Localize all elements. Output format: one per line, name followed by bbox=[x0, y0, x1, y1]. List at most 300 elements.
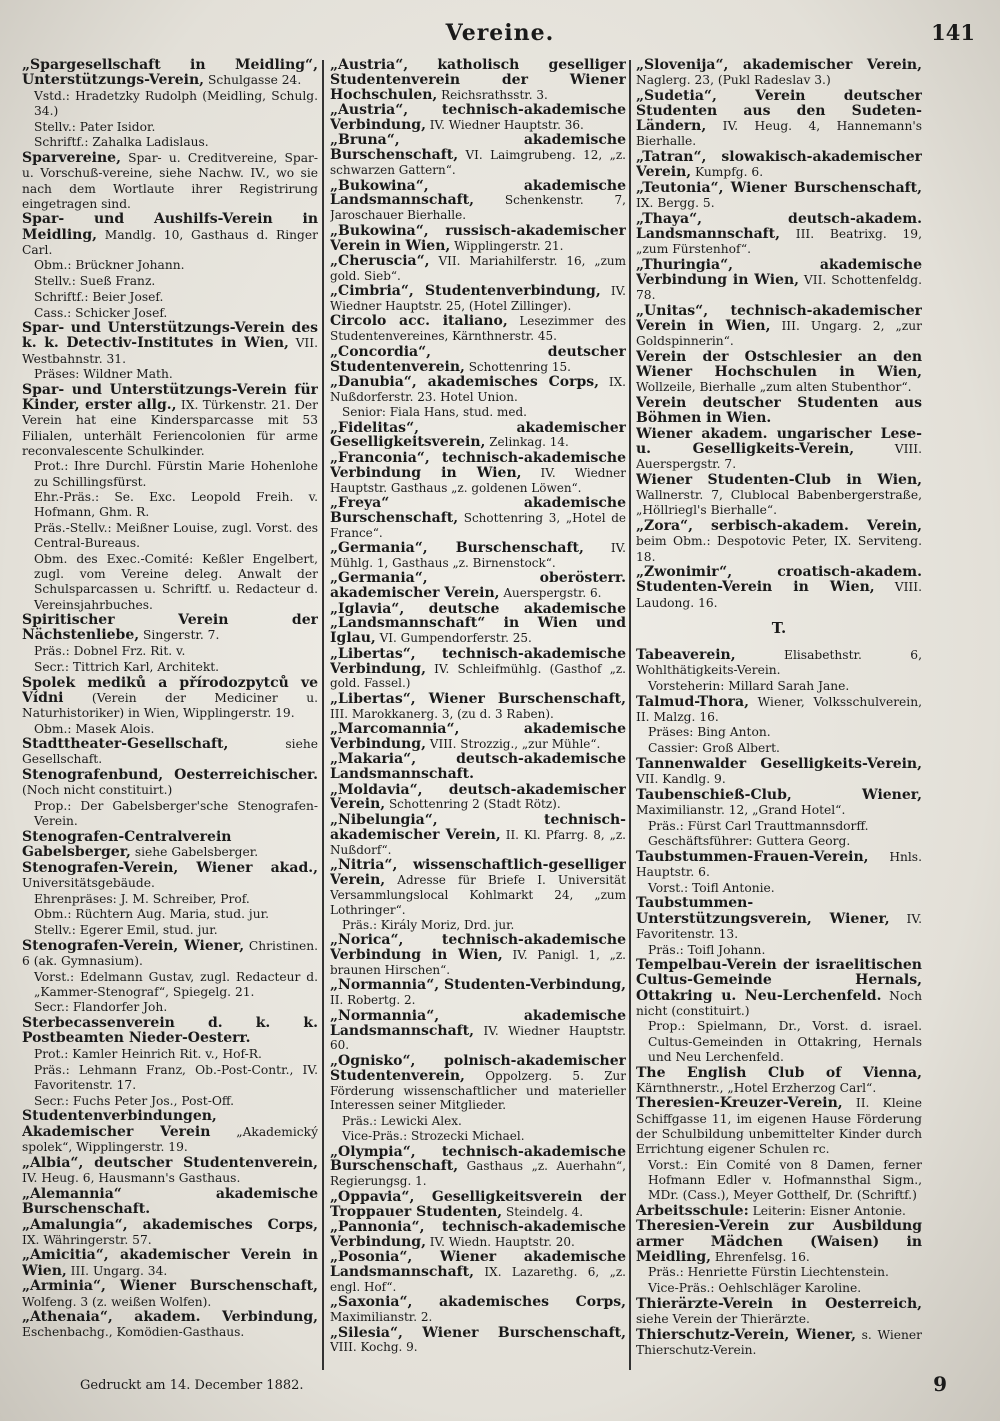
entry-text: Kärnthnerstr., „Hotel Erzherzog Carl“. bbox=[636, 1080, 877, 1095]
directory-entry bbox=[22, 768, 318, 798]
directory-entry bbox=[22, 676, 318, 722]
directory-entry bbox=[330, 179, 626, 224]
entry-text: VI. Gumpendorferstr. 25. bbox=[375, 631, 532, 646]
entry-text: IV. Heug. 6, Hausmann's Gasthaus. bbox=[22, 1171, 241, 1185]
entry-text: Wolfeng. 3 (z. weißen Wolfen). bbox=[22, 1294, 212, 1309]
entry-text: Obm.: Rüchtern Aug. Maria, stud. jur. bbox=[34, 907, 269, 922]
entry-detail bbox=[22, 970, 318, 1000]
entry-text: Präs.: Dobnel Frz. Rit. v. bbox=[34, 644, 186, 659]
entry-text: Wollzeile, Bierhalle „zum alten Stubenthor“. bbox=[636, 380, 912, 395]
entry-name: „Moldavia“, deutsch-akademischer Verein, bbox=[330, 781, 626, 813]
entry-name: Verein deutscher Studenten aus Böhmen in Wien. bbox=[636, 395, 922, 427]
entry-name: „Zwonimir“, croatisch-akadem. Studenten-Verein in Wien, bbox=[636, 564, 922, 596]
page-footer bbox=[25, 1372, 975, 1402]
entry-text: Prop.: Der Gabelsberger'sche Stenografen-Verein. bbox=[34, 799, 318, 829]
entry-text: Wiener, Volksschulverein, II. Malzg. 16. bbox=[636, 694, 922, 724]
entry-name: Sterbecassenverein d. k. k. Postbeamten Nieder-Oesterr. bbox=[22, 1015, 318, 1047]
entry-name: Akademischer Verein bbox=[22, 1123, 211, 1140]
entry-detail bbox=[330, 405, 626, 420]
entry-detail bbox=[22, 135, 318, 150]
directory-entry bbox=[22, 1109, 318, 1124]
entry-name: Wiener Studenten-Club in Wien, bbox=[636, 472, 922, 489]
entry-text: s. Wiener Thierschutz-Verein. bbox=[636, 1327, 922, 1357]
directory-entry bbox=[22, 613, 318, 643]
entry-detail bbox=[22, 923, 318, 938]
entry-name: „Bruna“, akademische Burschenschaft, bbox=[330, 132, 626, 164]
entry-name: The English Club of Vienna, bbox=[636, 1064, 922, 1081]
entry-name: „Sudetia“, Verein deutscher Studenten aus den Sudeten-Ländern, bbox=[636, 87, 922, 135]
entry-name: Tempelbau-Verein der israelitischen Cultus-Gemeinde Hernals, Ottakring u. Neu-Lerchenfeld. bbox=[636, 957, 922, 1004]
entry-name: Spolek mediků a přírodozpytců ve Vídni bbox=[22, 674, 318, 706]
entry-name: Stadttheater-Gesellschaft, bbox=[22, 736, 229, 753]
entry-text: Eschenbachg., Komödien-Gasthaus. bbox=[22, 1325, 245, 1340]
entry-text: Vorsteherin: Millard Sarah Jane. bbox=[648, 678, 850, 693]
entry-text: Präs.: Henriette Fürstin Liechtenstein. bbox=[648, 1265, 889, 1280]
directory-entry bbox=[636, 1066, 922, 1096]
entry-name: Talmud-Thora, bbox=[636, 693, 749, 710]
entry-text: IV. Wiedner Hauptstr. 25, (Hotel Zillinger). bbox=[330, 284, 626, 313]
entry-name: „Olympia“, technisch-akademische Burschenschaft, bbox=[330, 1143, 626, 1175]
entry-name: „Iglavia“, deutsche akademische „Landsmannschaft“ in Wien und Iglau, bbox=[330, 600, 626, 647]
entry-name: „Bukowina“, akademische Landsmannschaft, bbox=[330, 177, 626, 209]
entry-text: Stellv.: Pater Isidor. bbox=[34, 119, 156, 134]
entry-text: III. Ungarg. 2, „zur Goldspinnerin“. bbox=[636, 319, 922, 349]
entry-name: „Athenaia“, akadem. Verbindung, bbox=[22, 1309, 318, 1326]
entry-text: Senior: Fiala Hans, stud. med. bbox=[342, 405, 527, 420]
entry-text: II. Kleine Schiffgasse 11, im eigenen Hause Förderung der Schulbildung unbemittelter Kinder durch Errichtung eigener Schulen rc. bbox=[636, 1096, 922, 1156]
entry-text: Präs.: Fürst Carl Trauttmannsdorff. bbox=[648, 818, 869, 833]
entry-name: „Freya“ akademische Burschenschaft, bbox=[330, 494, 626, 526]
entry-detail bbox=[22, 722, 318, 737]
entry-text: II. Kl. Pfarrg. 8, „z. Nußdorf“. bbox=[330, 827, 626, 857]
entry-detail bbox=[636, 679, 922, 694]
entry-text: Prot.: Kamler Heinrich Rit. v., Hof-R. bbox=[34, 1047, 262, 1061]
directory-entry bbox=[636, 519, 922, 565]
directory-entry bbox=[22, 1125, 318, 1155]
directory-entry bbox=[330, 254, 626, 284]
directory-entry bbox=[636, 850, 922, 880]
entry-text: Vorst.: Toifl Antonie. bbox=[648, 880, 775, 895]
entry-name: „Franconia“, technisch-akademische Verbindung in Wien, bbox=[330, 449, 626, 481]
directory-entry bbox=[636, 473, 922, 519]
directory-entry bbox=[22, 383, 318, 459]
directory-entry bbox=[636, 958, 922, 1019]
entry-text: Schottenring 2 (Stadt Rötz). bbox=[385, 797, 561, 812]
entry-text: „Akademický spolek“, Wipplingerstr. 19. bbox=[22, 1124, 318, 1155]
entry-text: IV. Favoritenstr. 13. bbox=[636, 911, 922, 941]
entry-text: Stellv.: Sueß Franz. bbox=[34, 274, 156, 289]
signature-mark: 9 bbox=[933, 1372, 947, 1396]
entry-name: Tannenwalder Geselligkeits-Verein, bbox=[636, 755, 922, 772]
entry-text: Zelinkag. 14. bbox=[485, 435, 569, 450]
entry-detail bbox=[22, 1047, 318, 1062]
entry-detail bbox=[636, 741, 922, 756]
entry-name: Spar- und Unterstützungs-Verein für Kinder, erster allg., bbox=[22, 381, 318, 414]
entry-detail bbox=[636, 819, 922, 834]
column-left bbox=[22, 58, 318, 1368]
directory-entry bbox=[22, 1218, 318, 1248]
entry-text: Schriftf.: Zahalka Ladislaus. bbox=[34, 135, 209, 150]
directory-entry bbox=[330, 451, 626, 496]
directory-entry bbox=[330, 541, 626, 571]
entry-text: Ehr.-Präs.: Se. Exc. Leopold Freih. v. Hofmann, Ghm. R. bbox=[34, 490, 318, 520]
directory-entry bbox=[330, 813, 626, 858]
directory-entry bbox=[636, 181, 922, 211]
entry-text: Schottenring 3, „Hotel de France“. bbox=[330, 510, 626, 540]
entry-text: IV. Panigl. 1, „z. braunen Hirschen“. bbox=[330, 948, 626, 977]
entry-text: Maximilianstr. 2. bbox=[330, 1310, 433, 1325]
entry-detail bbox=[636, 1265, 922, 1280]
directory-entry bbox=[330, 1220, 626, 1250]
directory-entry bbox=[330, 284, 626, 314]
directory-entry bbox=[330, 692, 626, 722]
entry-text: Auerspergstr. 6. bbox=[499, 586, 602, 601]
entry-text: Christinen. 6 (ak. Gymnasium). bbox=[22, 938, 318, 968]
entry-text: Präs.-Stellv.: Meißner Louise, zugl. Vorst. des Central-Bureaus. bbox=[34, 521, 318, 551]
directory-entry bbox=[330, 858, 626, 918]
directory-entry bbox=[330, 133, 626, 178]
directory-entry bbox=[330, 224, 626, 254]
directory-entry bbox=[636, 695, 922, 725]
entry-text: Stellv.: Egerer Emil, stud. jur. bbox=[34, 923, 218, 937]
entry-name: „Austria“, katholisch geselliger Studentenverein der Wiener Hochschulen, bbox=[330, 58, 626, 103]
entry-text: beim Obm.: Despotovic Peter, IX. Serviteng. 18. bbox=[636, 534, 922, 564]
entry-text: Präs.: Lewicki Alex. bbox=[342, 1113, 462, 1128]
entry-detail bbox=[636, 725, 922, 740]
directory-entry bbox=[22, 1016, 318, 1046]
entry-text: Secr.: Tittrich Karl, Architekt. bbox=[34, 659, 220, 674]
directory-entry bbox=[330, 1250, 626, 1295]
directory-entry bbox=[22, 737, 318, 767]
entry-name: Spar- und Aushilfs-Verein in Meidling, bbox=[22, 211, 318, 243]
entry-text: siehe Gabelsberger. bbox=[130, 845, 259, 860]
directory-entry bbox=[636, 896, 922, 942]
entry-text: Prop.: Spielmann, Dr., Vorst. d. israel. Cultus-Gemeinden in Ottakring, Hernals und Neu Lerchenfeld. bbox=[648, 1019, 922, 1064]
entry-name: Spiritischer Verein der Nächstenliebe, bbox=[22, 612, 318, 644]
entry-name: „Libertas“, technisch-akademische Verbindung, bbox=[330, 645, 626, 677]
directory-entry bbox=[22, 939, 318, 969]
entry-text: Universitätsgebäude. bbox=[22, 875, 155, 890]
directory-entry bbox=[330, 496, 626, 541]
entry-text: Schriftf.: Beier Josef. bbox=[34, 289, 164, 304]
entry-text: VII. Westbahnstr. 31. bbox=[22, 336, 318, 366]
entry-name: „Spargesellschaft in Meidling“, Unterstützungs-Verein, bbox=[22, 58, 318, 89]
entry-name: Studentenverbindungen, bbox=[22, 1108, 217, 1125]
directory-entry bbox=[330, 421, 626, 451]
directory-entry bbox=[636, 1328, 922, 1358]
entry-name: „Danubia“, akademisches Corps, bbox=[330, 373, 600, 390]
entry-name: Circolo acc. italiano, bbox=[330, 313, 508, 330]
entry-text: IX. Türkenstr. 21. Der Verein hat eine Kindersparcasse mit 53 Filialen, unterhält Feriencolonien für arme reconvalescente Schulkinder. bbox=[22, 398, 318, 458]
entry-text: Vice-Präs.: Oehlschläger Karoline. bbox=[648, 1281, 862, 1296]
page-header bbox=[25, 20, 975, 50]
directory-entry bbox=[22, 1156, 318, 1186]
entry-detail bbox=[330, 918, 626, 933]
entry-detail bbox=[22, 120, 318, 135]
entry-text: Secr.: Flandorfer Joh. bbox=[34, 1000, 168, 1015]
letter-heading: T. bbox=[771, 618, 787, 637]
entry-name: Stenografen-Verein, Wiener, bbox=[22, 937, 245, 954]
directory-entry bbox=[22, 861, 318, 891]
entry-text: Präses: Bing Anton. bbox=[648, 725, 771, 740]
entry-text: II. Robertg. 2. bbox=[330, 993, 416, 1008]
entry-name: Tabeaverein, bbox=[636, 646, 736, 663]
entry-name: „Norica“, technisch-akademische Verbindung in Wien, bbox=[330, 932, 626, 964]
directory-entry bbox=[636, 89, 922, 150]
directory-entry bbox=[22, 1248, 318, 1278]
entry-name: Theresien-Kreuzer-Verein, bbox=[636, 1095, 843, 1112]
entry-name: „Bukowina“, russisch-akademischer Verein in Wien, bbox=[330, 222, 626, 254]
entry-text: Gasthaus „z. Auerhahn“, Regierungsg. 1. bbox=[330, 1159, 626, 1189]
entry-detail bbox=[636, 1158, 922, 1204]
entry-text: Prot.: Ihre Durchl. Fürstin Marie Hohenlohe zu Schillingsfürst. bbox=[34, 459, 318, 489]
entry-detail bbox=[22, 644, 318, 659]
directory-entry bbox=[330, 58, 626, 103]
entry-text: III. Ungarg. 34. bbox=[66, 1263, 168, 1278]
entry-text: Ehrenfelsg. 16. bbox=[711, 1249, 810, 1264]
directory-entry bbox=[22, 58, 318, 88]
entry-text: (Verein der Mediciner u. Naturhistoriker) in Wien, Wipplingerstr. 19. bbox=[22, 690, 318, 720]
entry-detail bbox=[22, 1094, 318, 1109]
directory-entry bbox=[330, 1295, 626, 1325]
directory-entry bbox=[330, 1326, 626, 1356]
page-number: 141 bbox=[931, 20, 975, 45]
directory-entry bbox=[22, 830, 318, 860]
entry-text: Wallnerstr. 7, Clublocal Babenbergerstraße, „Höllriegl's Bierhalle“. bbox=[636, 488, 922, 518]
entry-detail bbox=[22, 459, 318, 489]
column-middle bbox=[330, 58, 626, 1368]
entry-detail bbox=[22, 490, 318, 520]
directory-entry bbox=[636, 1204, 922, 1219]
entry-detail bbox=[22, 290, 318, 305]
entry-text: Geschäftsführer: Guttera Georg. bbox=[648, 834, 851, 849]
entry-text: Präs.: Király Moriz, Drd. jur. bbox=[342, 917, 515, 932]
entry-text: IX. Bergg. 5. bbox=[636, 196, 715, 211]
entry-name: „Saxonia“, akademisches Corps, bbox=[330, 1294, 626, 1311]
entry-name: Theresien-Verein zur Ausbildung armer Mädchen (Waisen) in Meidling, bbox=[636, 1218, 922, 1265]
directory-entry bbox=[636, 1297, 922, 1327]
entry-name: Taubstummen-Frauen-Verein, bbox=[636, 848, 869, 865]
directory-entry bbox=[22, 151, 318, 212]
entry-text: Mandlg. 10, Gasthaus d. Ringer Carl. bbox=[22, 227, 318, 257]
directory-entry bbox=[636, 427, 922, 473]
entry-detail bbox=[22, 799, 318, 829]
entry-name: „Zora“, serbisch-akadem. Verein, bbox=[636, 518, 922, 535]
entry-name: „Alemannia“ akademische Burschenschaft. bbox=[22, 1185, 318, 1217]
directory-entry bbox=[22, 1310, 318, 1340]
entry-text: VI. Laimgrubeng. 12, „z. schwarzen Gattern“. bbox=[330, 148, 626, 178]
directory-entry bbox=[636, 212, 922, 258]
entry-text: Spar- u. Creditvereine, Spar- u. Vorschuß-vereine, siehe Nachw. IV., wo sie nach dem Wortlaute ihrer Registrirung eingetragen sind. bbox=[22, 151, 318, 211]
directory-entry bbox=[330, 933, 626, 978]
entry-name: Arbeitsschule: bbox=[636, 1202, 749, 1219]
entry-text: VII. Schottenfeldg. 78. bbox=[636, 273, 922, 303]
entry-name: Thierärzte-Verein in Oesterreich, bbox=[636, 1295, 922, 1312]
entry-detail bbox=[22, 892, 318, 907]
entry-detail bbox=[636, 881, 922, 896]
entry-name: „Nitria“, wissenschaftlich-geselliger Verein, bbox=[330, 856, 626, 888]
entry-name: „Oppavia“, Geselligkeitsverein der Troppauer Studenten, bbox=[330, 1188, 626, 1220]
directory-entry bbox=[636, 565, 922, 611]
entry-detail bbox=[636, 1019, 922, 1065]
entry-detail bbox=[22, 907, 318, 922]
entry-text: Präses: Wildner Math. bbox=[34, 367, 173, 382]
directory-entry bbox=[330, 571, 626, 601]
entry-text: IV. Wiedner Hauptstr. Gasthaus „z. goldenen Löwen“. bbox=[330, 465, 626, 495]
entry-name: „Normannia“, akademische Landsmannschaft, bbox=[330, 1007, 626, 1039]
directory-entry bbox=[636, 1096, 922, 1157]
entry-text: Secr.: Fuchs Peter Jos., Post-Off. bbox=[34, 1093, 235, 1108]
entry-detail bbox=[22, 1063, 318, 1093]
directory-entry bbox=[636, 58, 922, 88]
directory-entry bbox=[636, 757, 922, 787]
entry-text: Maximilianstr. 12, „Grand Hotel“. bbox=[636, 802, 846, 817]
entry-text: Präs.: Toifl Johann. bbox=[648, 942, 766, 957]
directory-entry bbox=[22, 321, 318, 367]
entry-text: Lesezimmer des Studentenvereines, Kärnthnerstr. 45. bbox=[330, 314, 626, 344]
page-title: Vereine. bbox=[445, 20, 555, 46]
directory-entry bbox=[330, 1145, 626, 1190]
entry-text: Schottenring 15. bbox=[464, 359, 571, 374]
directory-entry bbox=[330, 722, 626, 752]
entry-name: Taubenschieß-Club, Wiener, bbox=[636, 786, 922, 803]
entry-text: IX. Nußdorferstr. 23. Hotel Union. bbox=[330, 374, 626, 404]
directory-entry bbox=[330, 647, 626, 692]
entry-text: Vorst.: Ein Comité von 8 Damen, ferner Hofmann Edler v. Hofmannsthal Sigm., MDr. (Cass.), Meyer Gotthelf, Dr. (Schriftf.) bbox=[648, 1157, 922, 1202]
entry-name: Stenografenbund, Oesterreichischer. bbox=[22, 767, 318, 784]
entry-name: „Austria“, technisch-akademische Verbindung, bbox=[330, 102, 626, 133]
column-right bbox=[636, 58, 922, 1368]
entry-name: „Concordia“, deutscher Studentenverein, bbox=[330, 343, 626, 375]
column-divider bbox=[629, 60, 631, 1370]
entry-name: Verein der Ostschlesier an den Wiener Hochschulen in Wien, bbox=[636, 349, 922, 381]
entry-text: siehe Gesellschaft. bbox=[22, 737, 318, 767]
entry-text: Obm. des Exec.-Comité: Keßler Engelbert, zugl. vom Vereine deleg. Anwalt der Schulsparcassen u. Schriftf. u. Redacteur d. Vereinsjahrbuches. bbox=[34, 552, 318, 612]
entry-detail bbox=[22, 552, 318, 613]
entry-text: Cass.: Schicker Josef. bbox=[34, 305, 168, 320]
entry-text: Obm.: Masek Alois. bbox=[34, 721, 155, 736]
entry-text: Elisabethstr. 6, Wohlthätigkeits-Verein. bbox=[636, 647, 922, 678]
entry-text: Adresse für Briefe I. Universität Versammlungslocal Kohlmarkt 24, „zum Lothringer“. bbox=[330, 872, 626, 917]
entry-text: Leiterin: Eisner Antonie. bbox=[748, 1203, 906, 1218]
entry-text: Hnls. Hauptstr. 6. bbox=[636, 849, 922, 880]
entry-name: „Germania“, Burschenschaft, bbox=[330, 540, 584, 556]
directory-entry bbox=[636, 1219, 922, 1265]
entry-text: VII. Mariahilferstr. 16, „zum gold. Sieb“. bbox=[330, 253, 626, 283]
column-divider bbox=[322, 60, 324, 1370]
entry-text: VII. Kandlg. 9. bbox=[636, 771, 726, 786]
entry-text: Oppolzerg. 5. Zur Förderung wissenschaftlicher und materieller Interessen seiner Mitglieder. bbox=[330, 1068, 626, 1113]
directory-entry bbox=[22, 1187, 318, 1217]
directory-entry bbox=[330, 602, 626, 647]
entry-name: „Ognisko“, polnisch-akademischer Studentenverein, bbox=[330, 1052, 626, 1084]
entry-detail bbox=[22, 1000, 318, 1015]
entry-detail bbox=[22, 258, 318, 273]
directory-entry bbox=[636, 396, 922, 426]
directory-entry bbox=[22, 212, 318, 258]
directory-entry bbox=[636, 788, 922, 818]
entry-text: IV. Wiedner Hauptstr. 60. bbox=[330, 1023, 626, 1053]
directory-entry bbox=[330, 314, 626, 344]
entry-detail bbox=[22, 521, 318, 551]
entry-text: Kumpfg. 6. bbox=[691, 165, 764, 180]
directory-entry bbox=[330, 783, 626, 813]
directory-entry bbox=[330, 1009, 626, 1054]
entry-text: Präs.: Lehmann Franz, Ob.-Post-Contr., IV. Favoritenstr. 17. bbox=[34, 1062, 318, 1092]
entry-name: „Amicitia“, akademischer Verein in Wien, bbox=[22, 1247, 318, 1279]
directory-entry bbox=[636, 648, 922, 678]
directory-entry bbox=[22, 1279, 318, 1309]
entry-text: IX. Währingerstr. 57. bbox=[22, 1232, 152, 1247]
directory-entry bbox=[330, 375, 626, 405]
entry-name: Stenografen-Centralverein Gabelsberger, bbox=[22, 828, 232, 861]
entry-text: Vorst.: Edelmann Gustav, zugl. Redacteur d. „Kammer-Stenograf“, Spiegelg. 21. bbox=[34, 969, 318, 999]
entry-detail bbox=[636, 943, 922, 958]
entry-name: „Posonia“, Wiener akademische Landsmannschaft, bbox=[330, 1249, 626, 1280]
entry-name: „Thuringia“, akademische Verbindung in Wien, bbox=[636, 256, 922, 289]
entry-text: Wipplingerstr. 21. bbox=[450, 238, 564, 253]
entry-text: Singerstr. 7. bbox=[139, 628, 220, 643]
entry-detail bbox=[22, 274, 318, 289]
entry-text: Noch nicht (constituirt.) bbox=[636, 988, 922, 1018]
entry-name: Thierschutz-Verein, Wiener, bbox=[636, 1326, 856, 1343]
entry-name: „Cimbria“, Studentenverbindung, bbox=[330, 283, 601, 300]
entry-text: IV. Schleifmühlg. (Gasthof „z. gold. Fassel.) bbox=[330, 661, 626, 691]
entry-text: IV. Wiedn. Hauptstr. 20. bbox=[425, 1234, 575, 1249]
entry-name: „Teutonia“, Wiener Burschenschaft, bbox=[636, 180, 922, 196]
entry-detail bbox=[22, 367, 318, 382]
entry-name: „Unitas“, technisch-akademischer Verein in Wien, bbox=[636, 303, 922, 335]
directory-entry bbox=[636, 350, 922, 396]
entry-detail bbox=[330, 1129, 626, 1144]
entry-detail bbox=[636, 834, 922, 849]
entry-detail bbox=[330, 1114, 626, 1129]
entry-text: Ehrenpräses: J. M. Schreiber, Prof. bbox=[34, 891, 250, 906]
entry-name: Wiener akadem. ungarischer Lese- u. Geselligkeits-Verein, bbox=[636, 426, 922, 458]
entry-text: III. Beatrixg. 19, „zum Fürstenhof“. bbox=[636, 227, 922, 257]
directory-entry bbox=[636, 258, 922, 304]
entry-text: Obm.: Brückner Johann. bbox=[34, 258, 185, 273]
entry-text: IV. Heug. 4, Hannemann's Bierhalle. bbox=[636, 119, 922, 149]
directory-entry bbox=[330, 1190, 626, 1220]
entry-text: Schulgasse 24. bbox=[204, 73, 302, 88]
entry-name: „Germania“, oberösterr. akademischer Verein, bbox=[330, 570, 626, 602]
entry-text: III. Marokkanerg. 3, (zu d. 3 Raben). bbox=[330, 706, 554, 721]
entry-detail bbox=[22, 306, 318, 321]
entry-name: „Tatran“, slowakisch-akademischer Verein, bbox=[636, 149, 922, 181]
entry-name: „Thaya“, deutsch-akadem. Landsmannschaft, bbox=[636, 210, 922, 243]
entry-text: Vice-Präs.: Strozecki Michael. bbox=[342, 1129, 525, 1144]
entry-name: „Nibelungia“, technisch-akademischer Verein, bbox=[330, 811, 626, 843]
entry-text: VIII. Kochg. 9. bbox=[330, 1340, 418, 1355]
entry-name: „Fidelitas“, akademischer Geselligkeitsverein, bbox=[330, 419, 626, 451]
directory-entry bbox=[636, 150, 922, 180]
entry-text: Naglerg. 23, (Pukl Radeslav 3.) bbox=[636, 73, 831, 88]
entry-text: IV. Mühlg. 1, Gasthaus „z. Birnenstock“. bbox=[330, 541, 626, 570]
entry-name: Taubstummen-Unterstützungsverein, Wiener, bbox=[636, 895, 890, 927]
print-date: Gedruckt am 14. December 1882. bbox=[80, 1378, 304, 1393]
entry-name: „Marcomannia“, akademische Verbindung, bbox=[330, 721, 626, 752]
entry-text: (Noch nicht constituirt.) bbox=[22, 783, 173, 798]
entry-text: VIII. Auerspergstr. 7. bbox=[636, 442, 922, 472]
entry-name: Spar- und Unterstützungs-Verein des k. k. Detectiv-Institutes in Wien, bbox=[22, 320, 318, 352]
directory-entry bbox=[330, 103, 626, 133]
entry-detail bbox=[22, 89, 318, 119]
entry-name: „Amalungia“, akademisches Corps, bbox=[22, 1216, 318, 1233]
entry-name: „Silesia“, Wiener Burschenschaft, bbox=[330, 1324, 626, 1341]
entry-name: „Arminia“, Wiener Burschenschaft, bbox=[22, 1278, 318, 1295]
entry-text: Cassier: Groß Albert. bbox=[648, 741, 780, 756]
